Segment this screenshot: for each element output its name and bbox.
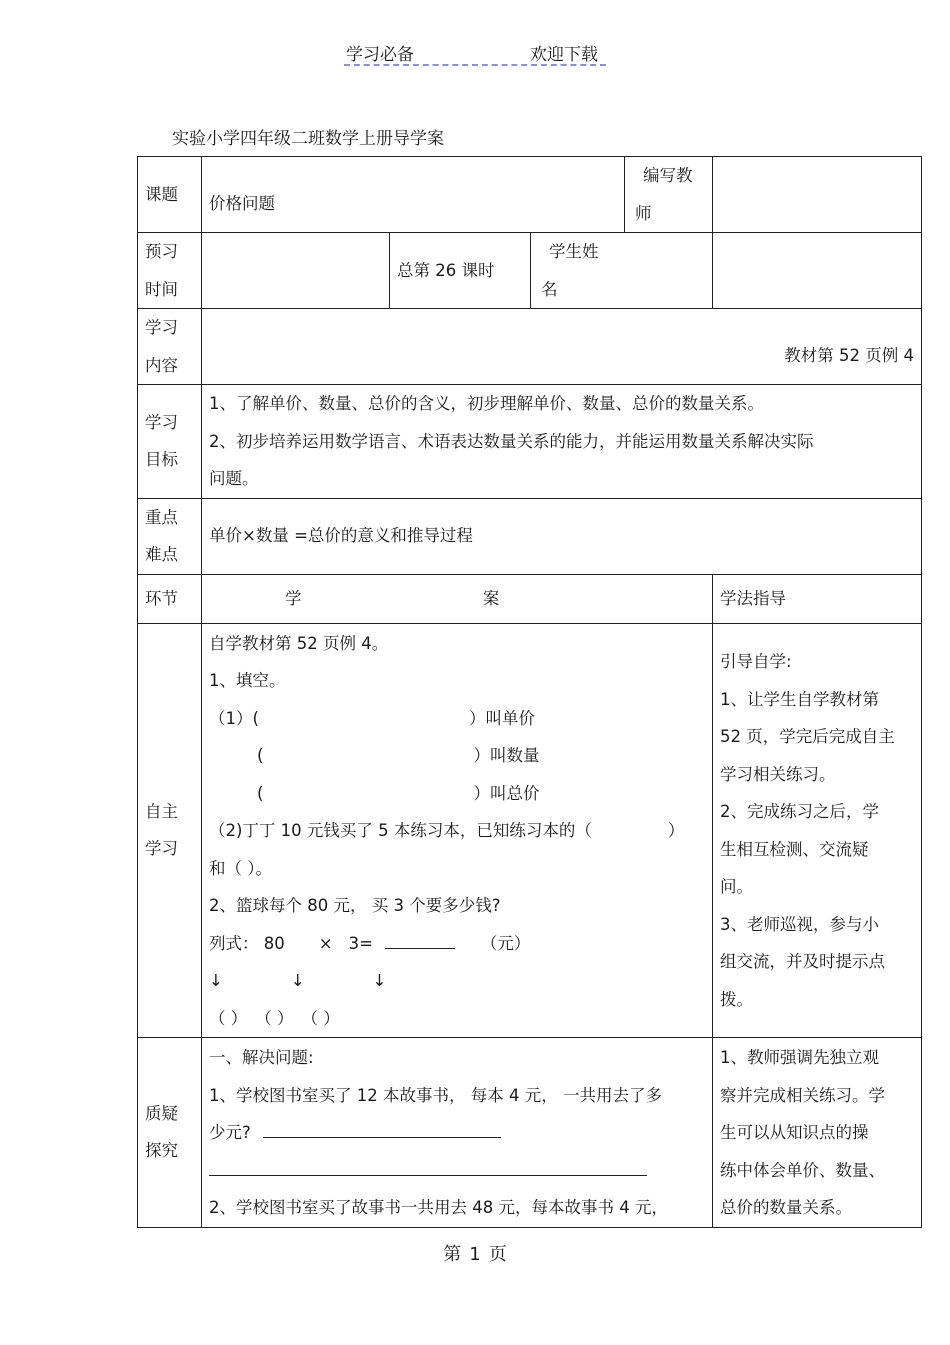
header-left: 学习必备 xyxy=(346,45,414,65)
prep-time-label: 预习 时间 xyxy=(138,233,202,309)
inquiry-content: 一、解决问题: 1、学校图书室买了 12 本故事书， 每本 4 元， 一共用去了多 少元? 2、学校图书室买了故事书一共用去 48 元，每本故事书 4 元， xyxy=(202,1038,713,1228)
row-key-points xyxy=(138,498,922,574)
goal-label: 学习 目标 xyxy=(138,385,202,499)
header-dashed-rule xyxy=(344,64,606,66)
row-topic xyxy=(138,157,922,233)
row-goals xyxy=(138,385,922,499)
document-title: 实验小学四年级二班数学上册导学案 xyxy=(172,129,444,149)
page-number: 1 xyxy=(469,1244,481,1265)
answer-blank xyxy=(209,1175,647,1176)
inquiry-label: 质疑 探究 xyxy=(138,1038,202,1228)
lesson-total: 总第 26 课时 xyxy=(390,233,531,309)
self-study-label: 自主 学习 xyxy=(138,623,202,1038)
row-inquiry xyxy=(138,1038,922,1228)
student-name-value xyxy=(713,233,922,309)
key-points-value: 单价×数量 =总价的意义和推导过程 xyxy=(202,498,922,574)
content-value: 教材第 52 页例 4 xyxy=(202,309,922,385)
prep-time-value xyxy=(202,233,390,309)
goal-content: 1、了解单价、数量、总价的含义，初步理解单价、数量、总价的数量关系。 2、初步培养运用数学语言、术语表达数量关系的能力，并能运用数量关系解决实际 问题。 xyxy=(202,385,922,499)
topic-value: 价格问题 xyxy=(202,157,625,233)
row-section-header xyxy=(138,574,922,623)
header-right: 欢迎下载 xyxy=(530,45,598,65)
topic-label: 课题 xyxy=(138,157,202,233)
teacher-label: 编写教 师 xyxy=(625,157,713,233)
page-footer: 第 1 页 xyxy=(443,1244,507,1265)
section-label: 环节 xyxy=(138,574,202,623)
answer-blank xyxy=(263,1137,501,1138)
answer-blank xyxy=(385,948,455,949)
self-study-guide: 引导自学: 1、让学生自学教材第 52 页，学完后完成自主 学习相关练习。 2、完成练习之后，学 生相互检测、交流疑 问。 3、老师巡视，参与小 组交流，并及时提示点 拨。 xyxy=(713,623,922,1038)
inquiry-guide: 1、教师强调先独立观 察并完成相关练习。学 生可以从知识点的操 练中体会单价、数量、 总价的数量关系。 xyxy=(713,1038,922,1228)
row-content xyxy=(138,309,922,385)
lesson-plan-table xyxy=(137,156,922,1228)
row-self-study xyxy=(138,623,922,1038)
teacher-value xyxy=(713,157,922,233)
self-study-content: 自学教材第 52 页例 4。 1、填空。 （1）( ）叫单价 ( ）叫数量 ( ）叫总价 （2)丁丁 10 元钱买了 5 本练习本，已知练习本的（ ） 和（ ）。 2、篮球每个 80 元， 买 3 个要多少钱? 列式： 80 × 3= （元） ↓ ↓ ↓ （ ） （ ） （ ） xyxy=(202,623,713,1038)
content-label: 学习 内容 xyxy=(138,309,202,385)
key-points-label: 重点 难点 xyxy=(138,498,202,574)
row-prep xyxy=(138,233,922,309)
plan-label: 学 案 xyxy=(202,574,713,623)
guide-label: 学法指导 xyxy=(713,574,922,623)
student-name-label: 学生姓 名 xyxy=(531,233,713,309)
